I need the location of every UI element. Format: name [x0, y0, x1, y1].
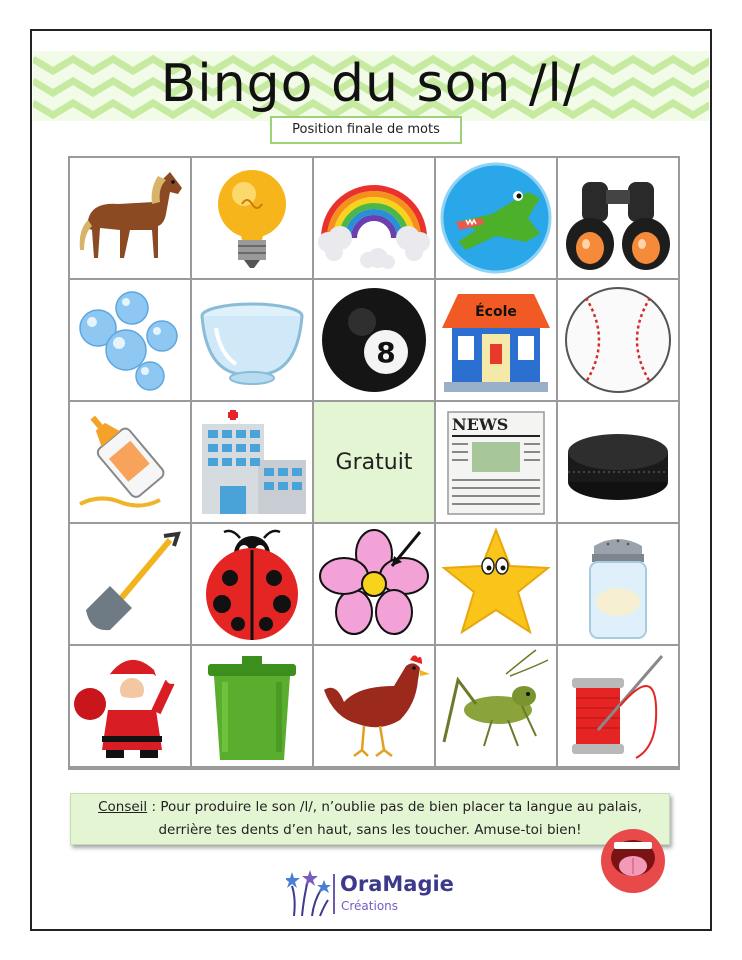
hockey-puck-icon[interactable] — [558, 402, 678, 522]
newspaper-word: NEWS — [452, 415, 509, 434]
page-title: Bingo du son /l/ — [160, 54, 582, 114]
tip-label: Conseil — [98, 799, 148, 815]
binoculars-icon[interactable] — [558, 158, 678, 278]
brand-logo — [286, 868, 466, 920]
rainbow-icon[interactable] — [314, 158, 434, 278]
brand-subtitle: Créations — [341, 899, 399, 913]
horse-icon[interactable] — [70, 158, 190, 278]
lightbulb-icon[interactable] — [192, 158, 312, 278]
free-space[interactable]: Gratuit — [314, 402, 434, 522]
bowl-icon[interactable] — [192, 280, 312, 400]
cricket-icon[interactable] — [436, 646, 556, 766]
thread-spool-icon[interactable] — [558, 646, 678, 766]
hospital-icon[interactable] — [192, 402, 312, 522]
santa-icon[interactable] — [70, 646, 190, 766]
fireworks-icon — [286, 868, 332, 920]
tip-line-1 — [71, 796, 669, 819]
brand-name: OraMagie — [340, 872, 454, 896]
star-icon[interactable] — [436, 524, 556, 644]
crocodile-icon[interactable] — [436, 158, 556, 278]
tip-text-2: derrière tes dents d’en haut, sans les toucher. Amuse-toi bien! — [158, 822, 582, 838]
mouth-icon — [598, 826, 668, 896]
school-sign-text: École — [475, 304, 517, 320]
subtitle-box: Position finale de mots — [270, 116, 462, 144]
bingo-grid — [68, 156, 680, 770]
ball-number: 8 — [376, 336, 396, 369]
tip-text-1: : Pour produire le son /l/, n’oublie pas de bien placer ta langue au palais, — [147, 799, 642, 815]
bubbles-icon[interactable] — [70, 280, 190, 400]
tip-box — [70, 793, 670, 845]
salt-shaker-icon[interactable] — [558, 524, 678, 644]
hen-icon[interactable] — [314, 646, 434, 766]
trash-bin-icon[interactable] — [192, 646, 312, 766]
school-icon[interactable] — [436, 280, 556, 400]
ladybug-icon[interactable] — [192, 524, 312, 644]
shovel-icon[interactable] — [70, 524, 190, 644]
flower-icon[interactable] — [314, 524, 434, 644]
eight-ball-icon[interactable] — [314, 280, 434, 400]
baseball-icon[interactable] — [558, 280, 678, 400]
newspaper-icon[interactable] — [436, 402, 556, 522]
glue-icon[interactable] — [70, 402, 190, 522]
brand-divider — [333, 874, 335, 914]
